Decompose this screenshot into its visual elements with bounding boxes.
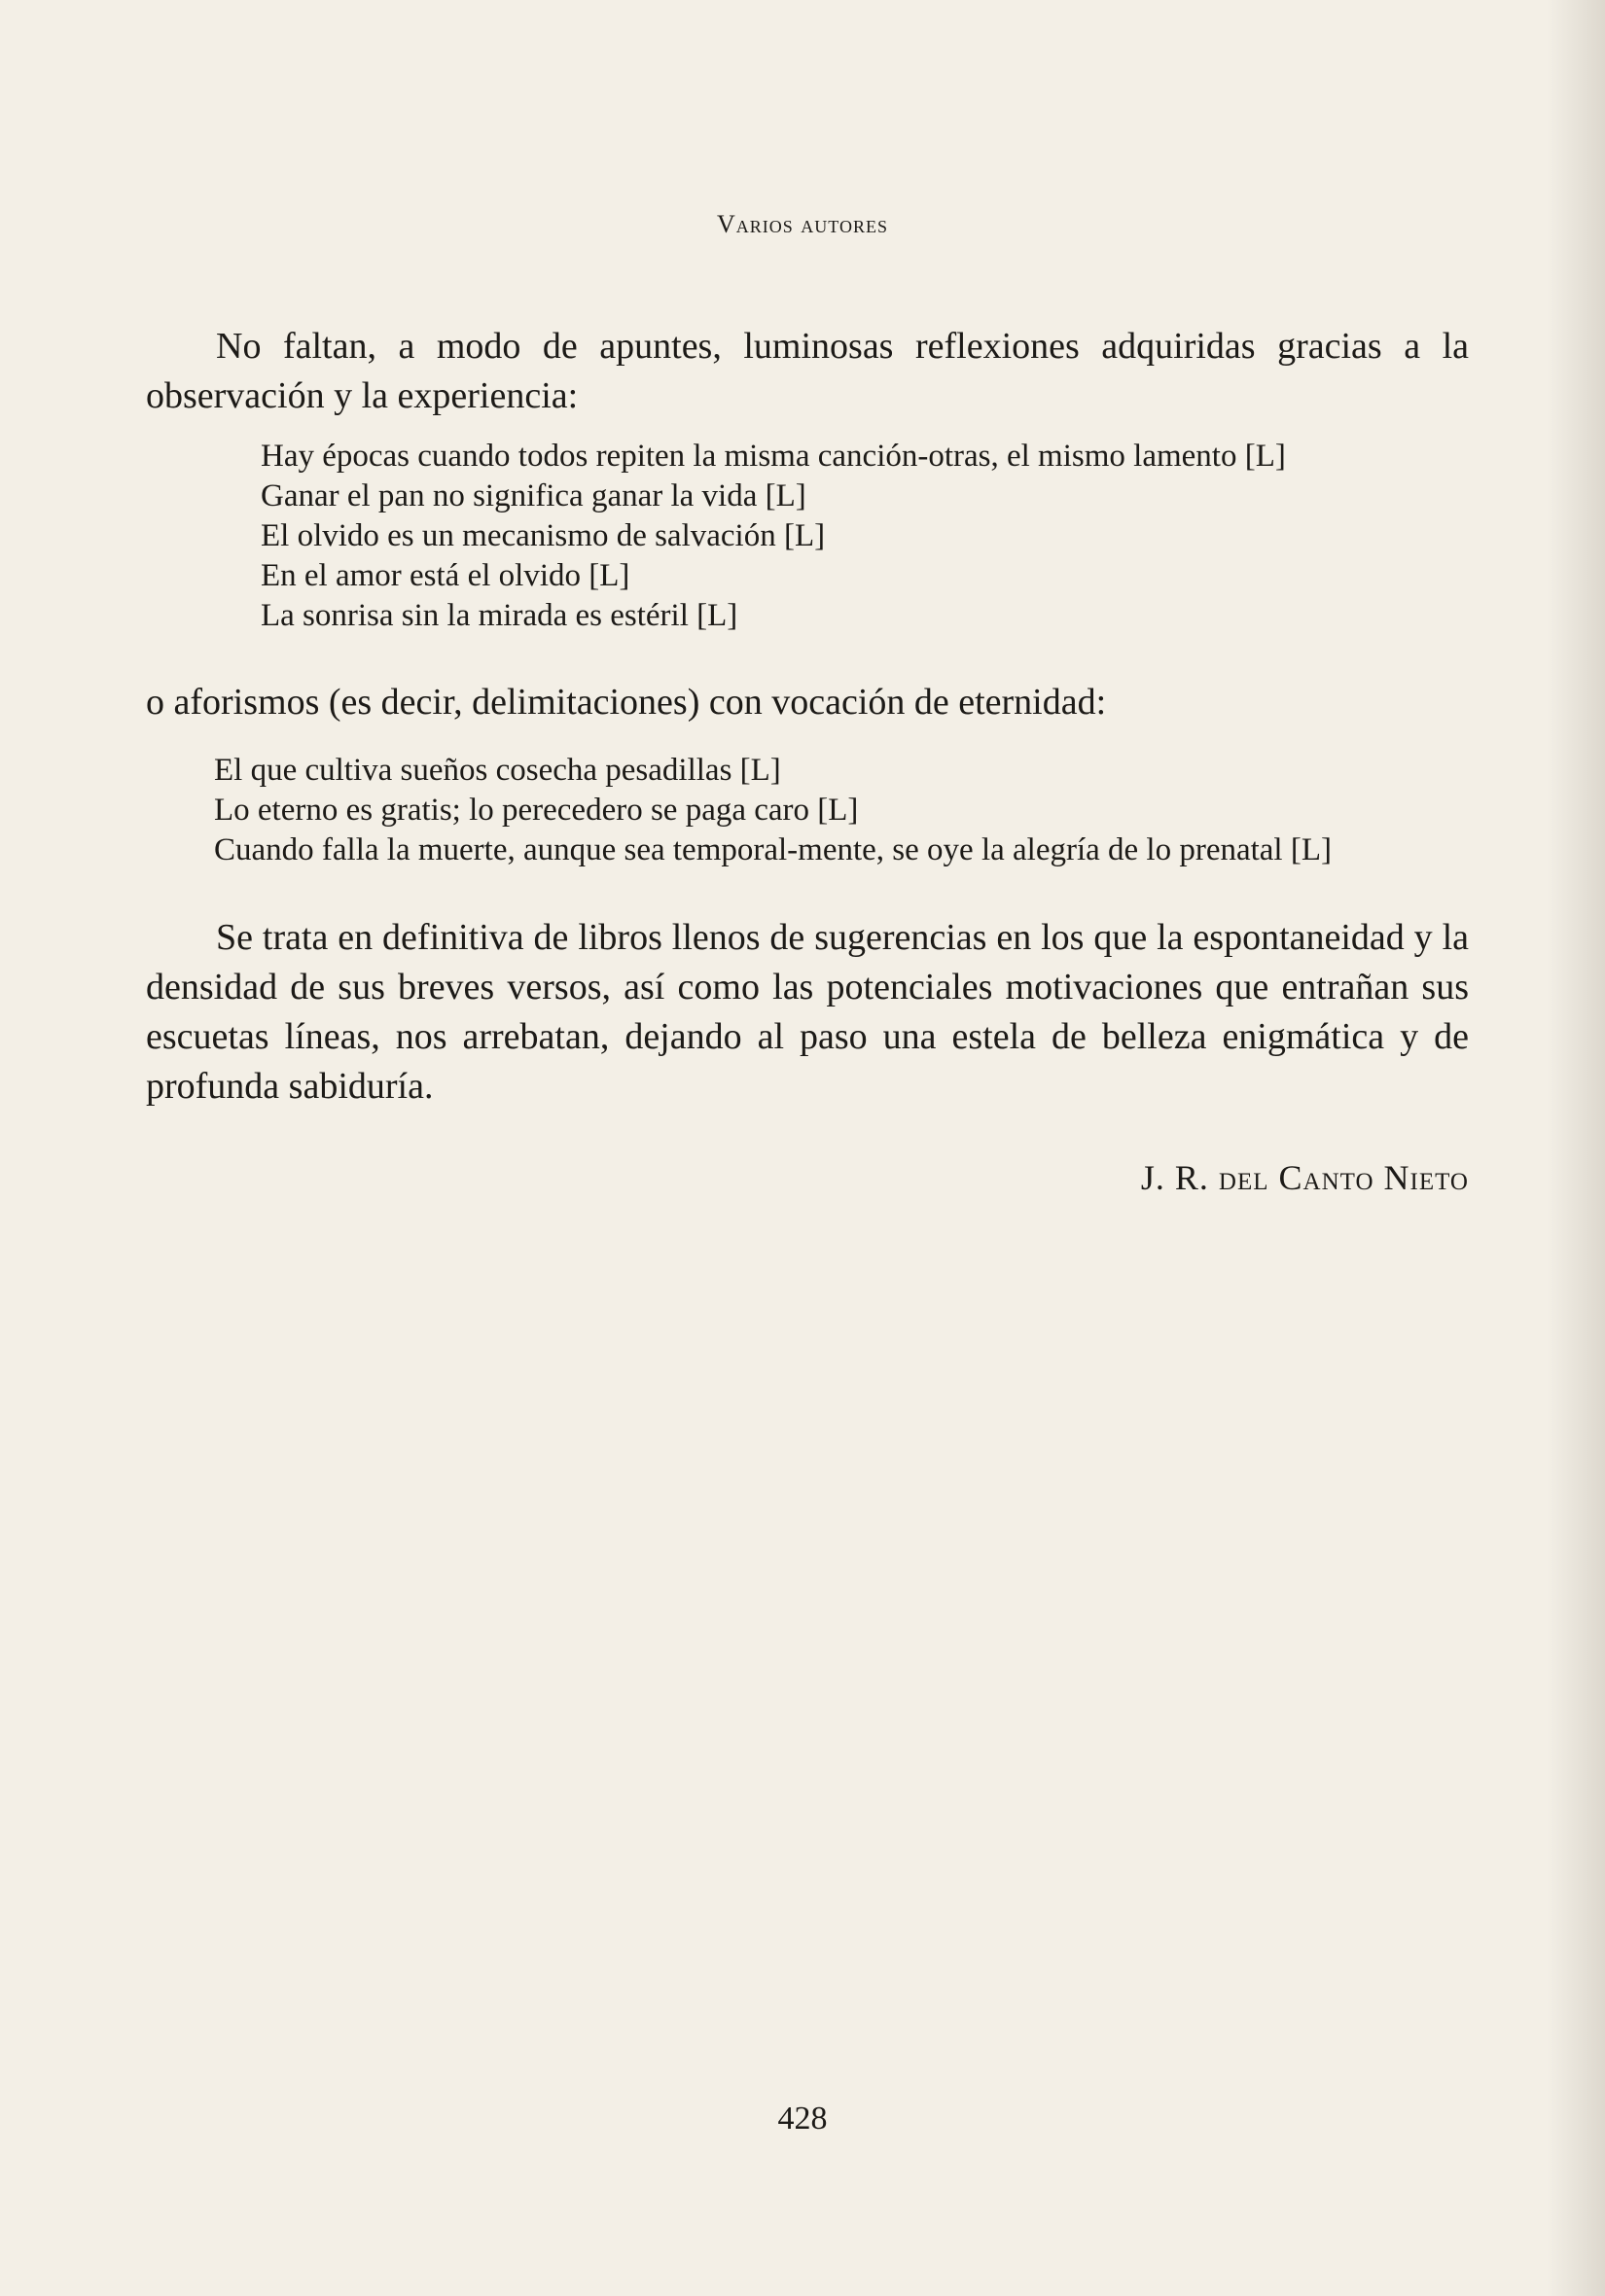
paragraph-intro: No faltan, a modo de apuntes, luminosas reflexiones adquiridas gracias a la observación y la experiencia: xyxy=(146,326,1469,416)
quote-line: En el amor está el olvido [L] xyxy=(261,558,630,593)
quote-line: El olvido es un mecanismo de salvación [L] xyxy=(261,518,826,553)
quote-line: La sonrisa sin la mirada es estéril [L] xyxy=(261,598,738,633)
paragraph-conclusion: Se trata en definitiva de libros llenos de sugerencias en los que la espontaneidad y la densidad de sus breves versos, así como las potenciales motivaciones que entrañan sus escuetas líneas, nos arrebatan, dejando al paso una estela de belleza enigmática y de profunda sabiduría. xyxy=(146,917,1469,1107)
page-number: 428 xyxy=(777,2101,828,2137)
author-signature: J. R. del Canto Nieto xyxy=(1140,1158,1469,1197)
quote-line: Hay épocas cuando todos repiten la misma canción-otras, el mismo lamento [L] xyxy=(261,439,1286,474)
quote-block-reflexiones xyxy=(261,437,1286,636)
quote-line: El que cultiva sueños cosecha pesadillas [L] xyxy=(214,753,781,788)
quote-block-aforismos xyxy=(214,751,1332,870)
quote-line: Cuando falla la muerte, aunque sea temporal-mente, se oye la alegría de lo prenatal [L] xyxy=(214,832,1332,867)
page-edge-shadow xyxy=(1547,0,1605,2296)
running-head: Varios autores xyxy=(717,210,888,238)
paragraph-aforismos: o aforismos (es decir, delimitaciones) con vocación de eternidad: xyxy=(146,682,1107,723)
quote-line: Lo eterno es gratis; lo perecedero se paga caro [L] xyxy=(214,793,859,828)
quote-line: Ganar el pan no significa ganar la vida [L] xyxy=(261,478,806,513)
